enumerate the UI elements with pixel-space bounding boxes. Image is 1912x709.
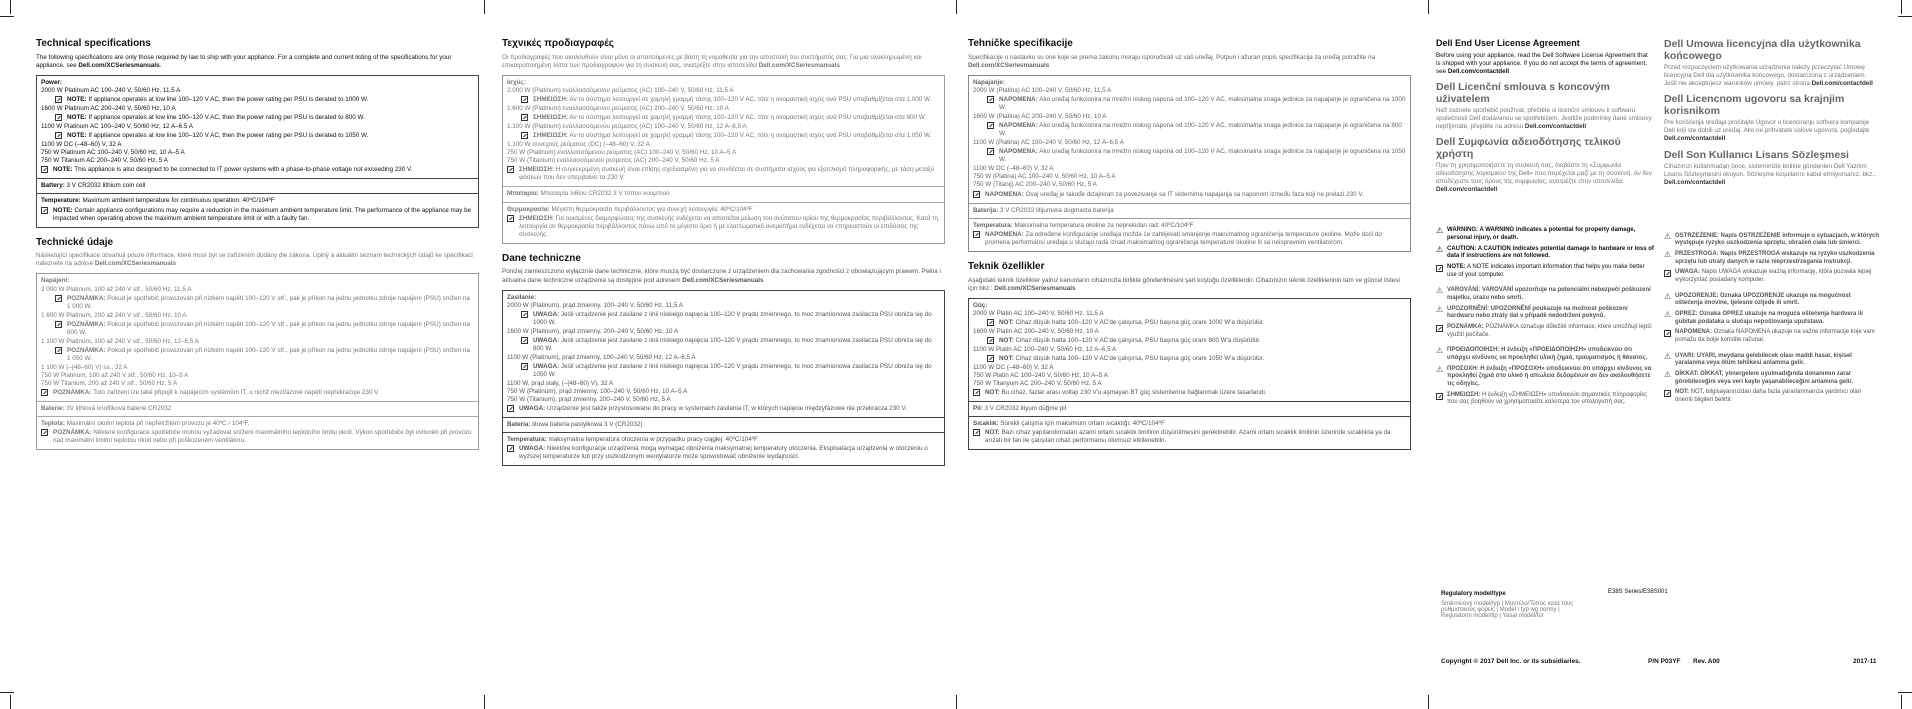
note: UWAGA: Jeśli urządzenie jest zasilane z linii niskiego napięcia 100–120 V prądu zmiennego, to moc znamionowa zasilacza PSU obniża się do 800 W.: [507, 337, 940, 353]
copyright: Copyright © 2017 Dell Inc. or its subsidiaries.: [1441, 658, 1581, 665]
eula-paragraph: Przed rozpoczęciem użytkowania urządzenia należy przeczytać Umowę licencyjną Dell dla użytkownika końcowego, dostarczoną z urządzeniem. Jeśli nie akceptujesz warunków umowy, patrz strona Dell.com/contactdell: [1664, 64, 1873, 88]
column-eula-2: [1664, 38, 1880, 598]
note-item: UWAGA: Napis UWAGA wskazuje ważną informację, która pozwala lepiej wykorzystać posiadany komputer.: [1664, 269, 1880, 284]
power-spec-row: 2000 W Platinum AC 100–240 V, 50/60 Hz, 11.5 A: [41, 86, 181, 94]
power-block: [969, 299, 1410, 403]
note-icon: [973, 389, 980, 396]
fold-mark: [484, 0, 485, 14]
fold-mark: [956, 695, 957, 709]
note-item: NOT: NOT, bilgisayarınızdan daha fazla yararlanmanıza yardımcı olan önemli bilgileri belirtir.: [1664, 389, 1880, 404]
warning-item: ⚠ UYARI: UYARI, meydana gelebilecek olası maddi hasar, kişisel yaralanma veya ölüm tehlikesi anlamına gelir.: [1664, 351, 1852, 367]
warning-icon: ⚠: [1664, 310, 1672, 320]
note-item: ΣΗΜΕΙΩΣΗ: Η ένδειξη «ΣΗΜΕΙΩΣΗ» υποδεικνύει σημαντικές πληροφορίες που σας βοηθούν να χρησιμοποιείτε καλύτερα τον υπολογιστή σας.: [1436, 392, 1654, 407]
manuals-link[interactable]: Dell.com/XCSeriesmanuals: [994, 284, 1076, 292]
crop-mark: [1898, 16, 1912, 17]
warning-item: ⚠ VAROVÁNÍ: VAROVÁNÍ upozorňuje na potenciální nebezpečí poškození majetku, úrazu nebo smrti.: [1436, 286, 1651, 301]
note-icon: [55, 96, 62, 103]
power-spec-row: 1 100 W Platinum, 100 až 240 V stř., 50/60 Hz, 12–6,5 A: [41, 337, 199, 345]
temperature-block: Teplota: Maximální okolní teplota při nepřetržitém provozu je 40ºC / 104ºF. POZNÁMKA: Některé konfigurace spotřebiče mohou vyžadovat snížení maximálního teplotního limitu okolí. Výkon spotřebiče být ovlivněn při provozu nad maximální limitní teplotou okolí nebo při poškozeném ventilátoru.: [37, 417, 478, 449]
manuals-link[interactable]: Dell.com/XCSeriesmanuals: [968, 61, 1050, 69]
power-spec-row: 1100 W (Platinum), prąd zmienny, 100–240 V, 50/60 Hz, 12 A–6,5 A: [507, 353, 696, 361]
spec-table: [968, 298, 1411, 451]
note-icon: [521, 337, 528, 344]
note-icon: [973, 429, 980, 436]
power-label: Zasilanie:: [507, 293, 537, 301]
warning-icon: ⚠: [1664, 291, 1672, 301]
spec-table: [968, 75, 1411, 252]
note: NOT: Bazı cihaz yapılandırmaları azami ortam sıcaklık limitinin düşürülmesini gerektirebilir. Azami ortam sıcaklık limitinin üzerinde sıcaklıkta ya da arızalı bir fan ile çalışılan cihaz performansı olumsuz etkilenebilir.: [973, 429, 1406, 445]
note: NOT: Cihaz düşük hatta 100–120 V AC'de çalışırsa, PSU başına güç oranı 1050 W'a düşürülür.: [973, 355, 1406, 363]
note: NAPOMENA: Ako uređaj funkcionira na mrežni niskog napona od 100–120 V AC, maksimalna snaga jedinice za napajanje je ograničena na 1050 W.: [973, 148, 1406, 164]
section-title: Teknik özellikler: [968, 260, 1045, 272]
warning-icon: ⚠: [1436, 286, 1444, 296]
section-intro: Οι προδιαγραφές που ακολουθούν είναι μόνο οι απαιτούμενες με βάση τη νομοθεσία για την αποστολή του συστήματός σας. Για μια ολοκληρωμένη και επικαιροποιημένη λίστα των προδιαγραφών για τη συσκευή σας, ανατρέξτε στην ιστοσελίδα Dell.com/XCSeriesmanuals: [502, 53, 922, 69]
fold-mark: [1428, 695, 1429, 709]
column-croatian-turkish: [968, 38, 1411, 678]
spec-table: [502, 75, 945, 244]
note: NOTE: This appliance is also designed to be connected to IT power systems with a phase-to-phase voltage not exceeding 230 V.: [41, 166, 474, 174]
contact-link[interactable]: Dell.com/contactdell: [1664, 178, 1726, 186]
section-title: Technické údaje: [36, 236, 114, 248]
power-spec-row: 750 W (Platinum), prąd zmienny, 100–240 V, 50/60 Hz, 10 A–5 A: [507, 388, 688, 396]
contact-link[interactable]: Dell.com/contactdell: [1447, 67, 1510, 75]
warning-item: ⚠ UPOZORENJE: Oznaka UPOZORENJE ukazuje na mogućnost oštećenja imovine, tjelesne ozljede ili smrti.: [1664, 291, 1851, 307]
eula-paragraph: Než začnete spotřebič používat, přečtěte si licenční smlouvu k softwaru společnosti Dell dodávanou se spotřebičem. Jestliže podmínky dané smlouvy nepřijímáte, přejděte na adresu Dell.com/contactdell: [1436, 106, 1652, 130]
note-icon: [55, 132, 62, 139]
note-icon: [507, 405, 514, 412]
note: ΣΗΜΕΙΩΣΗ: Η συγκεκριμένη συσκευή είναι επίσης σχεδιασμένη για να συνδέεται σε συστήματα ισχύος για εξοπλισμό πληροφορικής, με τάση μεταξύ φάσεων που δεν υπερβαίνει τα 230 V.: [507, 166, 940, 182]
note-icon: [987, 319, 994, 326]
power-spec-row: 1 100 W (–(48–60) V) ss., 32 A: [41, 363, 128, 371]
section-title: Τεχνικές προδιαγραφές: [502, 38, 614, 49]
fold-mark: [484, 695, 485, 709]
power-spec-row: 1.100 W συνεχούς ρεύματος (DC) (–48–60) V, 32 A: [507, 141, 650, 149]
warning-icon: ⚠: [1436, 244, 1444, 254]
note-icon: [1664, 270, 1671, 277]
spec-section: [968, 261, 1411, 451]
crop-mark: [0, 692, 14, 693]
spec-section: [36, 237, 479, 451]
warning-icon: ⚠: [1436, 346, 1444, 356]
part-number: P/N P03YF: [1648, 658, 1681, 665]
power-spec-row: 1600 W (Platinum), prąd zmienny, 200–240 V, 50/60 Hz, 10 A: [507, 327, 679, 335]
power-spec-row: 750 W (Titanium) εναλλασσόμενου ρεύματος (AC) 200–240 V, 50/60 Hz, 5 A: [507, 157, 720, 165]
note-icon: [55, 321, 62, 328]
power-block: [503, 76, 944, 188]
note: NOT: Cihaz düşük hatta 100–120 V AC'de çalışırsa, PSU başına güç oranı 1000 W'a düşürülür.: [973, 319, 1406, 327]
power-label: Napajanje:: [973, 78, 1005, 86]
note: NOTE: If appliance operates at low line 100–120 V AC, then the power rating per PSU is derated to 1000 W.: [41, 96, 474, 104]
note-icon: [41, 389, 48, 396]
power-label: Güç:: [973, 301, 988, 309]
power-label: Power:: [41, 78, 62, 86]
note: NOT: Bu cihaz, fazlar arası voltajı 230 V'u aşmayan BT güç sistemlerine bağlanmak üzere tasarlandı.: [973, 389, 1406, 397]
spec-section: [502, 38, 945, 244]
note-icon: [973, 191, 980, 198]
regulatory-title: Regulatory model/type: [1441, 591, 1506, 597]
power-spec-row: 1600 W (Platina) AC 200–240 V, 50/60 Hz, 10 A: [973, 113, 1107, 121]
note: NAPOMENA: Ako uređaj funkcionira na mrežni niskog napona od 100–120 V AC, maksimalna snaga jedinice za napajanje je ograničena na 1000 W.: [973, 96, 1406, 112]
note-icon: [987, 148, 994, 155]
warning-item: ⚠ OSTRZEŻENIE: Napis OSTRZEŻENIE informuje o sytuacjach, w których występuje ryzyko uszkodzenia sprzętu, obrażeń ciała lub śmierci.: [1664, 231, 1880, 247]
note-icon: [507, 215, 514, 222]
power-block: [969, 76, 1410, 204]
crop-mark: [1901, 695, 1902, 709]
note: ΣΗΜΕΙΩΣΗ: Για ορισμένες διαμορφώσεις της συσκευής ενδέχεται να απαιτείται μείωση του ανώτατου ορίου της θερμοκρασίας περιβάλλοντος. Κατά τη λειτουργία σε θερμοκρασία περιβάλλοντος πάνω από το μέγιστο όριο ή με ελαττωματικό ανεμιστήρα ενδέχεται να επηρεαστούν οι επιδόσεις της συσκευής.: [507, 215, 940, 239]
warning-item: ⚠ WARNING: A WARNING indicates a potential for property damage, personal injury, or death.: [1436, 226, 1636, 241]
spec-section: [36, 38, 479, 228]
temperature-block: Θερμοκρασία: Μέγιστη θερμοκρασία περιβάλλοντος για συνεχή λειτουργία: 40ºC/104ºF ΣΗΜΕΙΩΣΗ: Για ορισμένες διαμορφώσεις της συσκευής ενδέχεται να απαιτείται μείωση του ανώτατου ορίου της θερμοκρασίας περιβάλλοντος. Κατά τη λειτουργία σε θερμοκρασία περιβάλλοντος πάνω από το μέγιστο όριο ή με ελαττωματικό ανεμιστήρα ενδέχεται να επηρεαστούν οι επιδόσεις της συσκευής.: [507, 205, 939, 238]
note-icon: [41, 429, 48, 436]
regulatory-translations: Směrnicový model/typ | Μοντέλο/Τύπος κατά τους ρυθμιστικούς φορείς | Model i typ wg normy | Regulatorni model/tip | Yasal model/tür: [1441, 601, 1574, 619]
temperature-block: Temperatura: maksymalna temperatura otoczenia w przypadku pracy ciągłej: 40ºC/104ºF UWAGA: Niektóre konfiguracje urządzenia mogą wymagać obniżenia maksymalnej temperatury otoczenia. Eksploatacja urządzenia w otoczeniu o wyższej temperaturze lub przy uszkodzonym wentylatorze może spowodować obniżenie wydajności.: [503, 433, 944, 465]
warning-group: [1664, 233, 1880, 285]
note-icon: [507, 445, 514, 452]
regulatory-block: [1441, 591, 1591, 619]
note-item: POZNÁMKA: POZNÁMKA označuje důležité informace, které umožňují lepší využití počítače.: [1436, 324, 1654, 339]
note: POZNÁMKA: Pokud je spotřebič provozován při nízkém napětí 100–120 V stř., pak je příkon na jednu jednotku zdroje napájení (PSU) snížen na 1 050 W.: [41, 347, 474, 363]
note-icon: [507, 166, 514, 173]
power-spec-row: 2.000 W (Platinum) εναλλασσόμενου ρεύματος (AC) 100–240 V, 50/60 Hz, 11,5 A: [507, 86, 734, 94]
note: NOTE: If appliance operates at low line 100–120 V AC, then the power rating per PSU is derated to 800 W.: [41, 114, 474, 122]
crop-mark: [10, 0, 11, 14]
power-spec-row: 750 W Titanium, 200 až 240 V stř., 50/60 Hz, 5 A: [41, 380, 178, 388]
power-spec-row: 1.100 W (Platinum) εναλλασσόμενου ρεύματος (AC) 100–240 V, 50/60 Hz, 12 A–6,5 A: [507, 123, 747, 131]
note: POZNÁMKA: Pokud je spotřebič provozován při nízkém napětí 100–120 V stř., pak je příkon na jednu jednotku zdroje napájení (PSU) snížen na 800 W.: [41, 321, 474, 337]
power-spec-row: 2000 W (Platinum), prąd zmienny, 100–240 V, 50/60 Hz, 11,5 A: [507, 301, 683, 309]
warning-icon: ⚠: [1664, 231, 1672, 241]
note-icon: [987, 355, 994, 362]
column-english-czech: [36, 38, 479, 678]
power-spec-row: 1100 W Platinum AC 100–240 V, 50/60 Hz, 12 A–6.5 A: [41, 123, 193, 131]
note-icon: [973, 231, 980, 238]
contact-link[interactable]: Dell.com/contactdell: [1664, 135, 1726, 143]
warning-group: [1664, 293, 1880, 345]
power-spec-row: 2000 W (Platina) AC 100–240 V, 50/60 Hz, 11,5 A: [973, 86, 1112, 94]
warning-item: ⚠ ΠΡΟΣΟΧΗ: Η ένδειξη «ΠΡΟΣΟΧΗ» υποδεικνύει ότι υπάρχει κίνδυνος να προκληθεί ζημιά στο υλικό ή απώλεια δεδομένων αν δεν ακολουθήσετε τις οδηγίες.: [1436, 364, 1652, 387]
power-label: Napájení:: [41, 277, 70, 285]
note-icon: [987, 122, 994, 129]
column-eula-1: [1436, 38, 1654, 678]
battery-block: Pil: 3 V CR2032 lityum düğme pil: [969, 402, 1410, 417]
crop-mark: [0, 16, 14, 17]
warning-icon: ⚠: [1436, 304, 1444, 314]
spec-table: [502, 290, 945, 467]
power-spec-row: 750 W Platin AC 100–240 V, 50/60 Hz, 10 A–5 A: [973, 372, 1108, 379]
note: ΣΗΜΕΙΩΣΗ: Αν το σύστημα λειτουργεί σε χαμηλή γραμμή τάσης 100–120 V AC, τότε η ονομαστική ισχύς ανά PSU υποβαθμίζεται στα 1.050 W.: [507, 132, 940, 140]
note-icon: [1664, 390, 1671, 397]
note-icon: [521, 114, 528, 121]
note-item: NAPOMENA: Oznaka NAPOMENA ukazuje na važne informacije koje vam pomažu da bolje koristite računar.: [1664, 329, 1880, 344]
warning-icon: ⚠: [1664, 351, 1672, 361]
note: NAPOMENA: Ako uređaj funkcionira na mrežni niskog napona od 100–120 V AC, maksimalna snaga jedinice za napajanje je ograničena na 800 W.: [973, 122, 1406, 138]
eula-heading: Dell Son Kullanıcı Lisans Sözleşmesi: [1664, 148, 1849, 161]
eula-heading: Dell Licenční smlouva s koncovým uživatelem: [1436, 80, 1610, 105]
section-title: Dane techniczne: [502, 252, 581, 264]
warning-item: ⚠ UPOZORNĚNÍ: UPOZORNĚNÍ poukazuje na možnost poškození hardwaru nebo ztráty dat v případě nedodržení pokynů.: [1436, 304, 1628, 320]
note: UWAGA: Jeśli urządzenie jest zasilane z linii niskiego napięcia 100–120 V prądu zmiennego, to moc znamionowa zasilacza PSU obniża się do 1050 W.: [507, 363, 940, 379]
note: NAPOMENA: Ovaj uređaj je takođe dizajniran za povezivanje sa IT sistemima napajanja sa naponom između faza koji ne prelazi 230 V.: [973, 191, 1406, 199]
battery-block: Battery: 3 V CR2032 lithium coin cell: [37, 179, 478, 194]
column-greek-polish: [502, 38, 945, 678]
power-spec-row: 750 W Platinum, 100 až 240 V stř., 50/60 Hz, 10–5 A: [41, 372, 189, 379]
eula-paragraph: Πριν τη χρησιμοποιήσετε τη συσκευή σας, διαβάστε τη «Συμφωνία αδειοδότησης λογισμικού της Dell» που παρέχεται μαζί με τη συσκευή. Αν δεν αποδέχεστε τους όρους της συμφωνίας, ανατρέξτε στην ιστοσελίδα Dell.com/contactdell: [1436, 162, 1652, 194]
power-spec-row: 750 W (Titanij) AC 200–240 V, 50/60 Hz, 5 A: [973, 181, 1097, 189]
warning-group: [1664, 353, 1880, 405]
section-title: Technical specifications: [36, 38, 151, 49]
power-spec-row: 1.600 W (Platinum) εναλλασσόμενου ρεύματος (AC) 200–240 V, 50/60 Hz, 10 A: [507, 105, 729, 113]
power-spec-row: 1100 W DC (–48–60) V, 32 A: [973, 363, 1054, 371]
battery-block: Baterija: 3 V CR2032 litijumska dugmasta baterija: [969, 204, 1410, 219]
section-intro: The following specifications are only those required by law to ship with your appliance. For a complete and current listing of the specifications for your appliance, see Dell.com/XCSeriesmanuals.: [36, 53, 452, 69]
note: UWAGA: Urządzenie jest także przystosowane do pracy w systemach zasilania IT, w których napięcie międzyfazowe nie przekracza 230 V.: [507, 405, 940, 413]
temperature-block: Temperatura: Maksimalna temperatura okoline za neprekidan rad: 40ºC/104ºF NAPOMENA: Za određene konfiguracije uređaja možda će zahtijevati smanjenje maksimalnog ograničenja temperature okoline. Može doći do promena performansi uređaja u slučaju rada iznad maksimalnog ograničenja temperature okoline ili sa neispravnim ventilatorom.: [969, 219, 1410, 251]
power-spec-row: 1 600 W Platinum, 200 až 240 V stř., 50/60 Hz, 10 A: [41, 311, 187, 319]
crop-mark: [1901, 0, 1902, 14]
eula-paragraph: Cihazınızı kullanmadan önce, sisteminizle birlikte gönderilen Dell Yazılım Lisans Sözleşmesini okuyun. Sözleşme koşullarını kabul etmiyorsanız, bkz.: Dell.com/contactdell: [1664, 162, 1876, 186]
spec-section: [968, 38, 1411, 252]
note-icon: [55, 347, 62, 354]
battery-block: Bateria: litowa bateria pastylkowa 3 V (CR2032): [503, 418, 944, 433]
regulatory-value: E38S Series/E38S001: [1608, 589, 1668, 595]
note-icon: [987, 337, 994, 344]
note: UWAGA: Niektóre konfiguracje urządzenia mogą wymagać obniżenia maksymalnej temperatury otoczenia. Eksploatacja urządzenia w otoczeniu o wyższej temperaturze lub przy uszkodzonym wentylatorze może spowodować obniżenie wydajności.: [507, 445, 940, 461]
note-icon: [1436, 325, 1443, 332]
warning-item: ⚠ OPREZ: Oznaka OPREZ ukazuje na moguća oštećenja hardvera ili gubitak podataka u slučaju nepoštovanja uputstava.: [1664, 310, 1864, 325]
eula-title: Dell End User License Agreement: [1436, 38, 1580, 48]
note-icon: [521, 132, 528, 139]
note: NOTE: If appliance operates at low line 100–120 V AC, then the power rating per PSU is derated to 1050 W.: [41, 132, 474, 140]
eula-paragraph: Before using your appliance, read the Dell Software License Agreement that is shipped with your appliance. If you do not accept the terms of agreement, see Dell.com/contactdell: [1436, 51, 1648, 75]
power-spec-row: 1100 W DC (–48–60) V, 32 A: [41, 141, 122, 149]
power-spec-row: 750 W (Platina) AC 100–240 V, 50/60 Hz, 10 A–5 A: [973, 173, 1116, 181]
power-spec-row: 750 W Platinum AC 100–240 V, 50/60 Hz, 10 A–5 A: [41, 149, 185, 157]
note-icon: [521, 311, 528, 318]
power-spec-row: 1100 W Platin AC 100–240 V, 50/60 Hz, 12 A–6,5 A: [973, 345, 1117, 353]
power-spec-row: 1100 W, prąd stały, (–(48–60) V), 32 A: [507, 380, 614, 388]
eula-heading: Dell Licencnom ugovoru sa krajnjim korisnikom: [1664, 93, 1845, 118]
power-spec-row: 1600 W Platinum AC 200–240 V, 50/60 Hz, 10 A: [41, 105, 176, 113]
power-spec-row: 2 000 W Platinum, 100 až 240 V stř., 50/60 Hz, 11,5 A: [41, 285, 192, 293]
warning-icon: ⚠: [1436, 364, 1444, 374]
note-icon: [41, 166, 48, 173]
spec-table: [36, 75, 479, 228]
contact-link[interactable]: Dell.com/contactdell: [1436, 186, 1498, 194]
revision: Rev. A00: [1693, 658, 1720, 665]
warning-group: [1436, 347, 1654, 407]
section-intro: Poniżej zamieszczono wyłącznie dane techniczne, które muszą być dostarczone z urządzeniem dla zachowania zgodności z obowiązującym prawem. Pełna i aktualna dane techniczne urządzenia są dostępne pod adresem Dell.com/XCSeriesmanuals: [502, 268, 941, 284]
warning-icon: ⚠: [1436, 226, 1444, 236]
manuals-link[interactable]: Dell.com/XCSeriesmanuals: [78, 61, 160, 69]
section-intro: Následující specifikace obsahují pouze informace, které musí být se zařízením dodány dle zákona. Úplný a aktuální seznam technických údajů ke specifikaci naleznete na adrese Dell.com/XCSeriesmanuals: [36, 252, 473, 268]
battery-block: Μπαταρία: Μπαταρία λιθίου CR2032 3 V τύπου κουμπιού: [503, 187, 944, 202]
eula-heading: Dell Umowa licencyjna dla użytkownika końcowego: [1664, 38, 1861, 63]
temperature-block: Sıcaklık: Sürekli çalışma için maksimum ortam sıcaklığı: 40ºC/104ºF NOT: Bazı cihaz yapılandırmaları azami ortam sıcaklık limitinin düşürülmesini gerektirebilir. Azami ortam sıcaklık limitinin üzerinde sıcaklıkta ya da arızalı bir fan ile çalışılan cihaz performansı olumsuz etkilenebilir.: [969, 417, 1410, 449]
fold-mark: [956, 0, 957, 14]
contact-link[interactable]: Dell.com/contactdell: [1811, 80, 1873, 88]
note-icon: [1664, 330, 1671, 337]
warning-group: [1436, 287, 1654, 339]
note: POZNÁMKA: Pokud je spotřebič provozován při nízkém napětí 100–120 V stř., pak je příkon na jednu jednotku zdroje napájení (PSU) snížen na 1 000 W.: [41, 295, 474, 311]
note-icon: [987, 96, 994, 103]
note: ΣΗΜΕΙΩΣΗ: Αν το σύστημα λειτουργεί σε χαμηλή γραμμή τάσης 100–120 V AC, τότε η ονομαστική ισχύς ανά PSU υποβαθμίζεται στα 1.000 W.: [507, 96, 940, 104]
note: ΣΗΜΕΙΩΣΗ: Αν το σύστημα λειτουργεί σε χαμηλή γραμμή τάσης 100–120 V AC, τότε η ονομαστική ισχύς ανά PSU υποβαθμίζεται στα 800 W.: [507, 114, 940, 122]
temperature-block: Temperature: Maximum ambient temperature for continuous operation: 40ºC/104ºF NOTE: Certain appliance configurations may require a reduction in the maximum ambient temperature limit. The performance of the appliance may be impacted when operating above the maximum ambient temperature limit or with a faulty fan.: [37, 194, 478, 226]
warning-item: ⚠ ΠΡΟΕΙΔΟΠΟΙΗΣΗ: Η ένδειξη «ΠΡΟΕΙΔΟΠΟΙΗΣΗ» υποδεικνύει ότι υπάρχει κίνδυνος να προκληθεί υλική ζημιά, τραυματισμός ή θάνατος.: [1436, 346, 1648, 361]
section-title: Tehničke specifikacije: [968, 38, 1073, 49]
eula-heading: Dell Συμφωνία αδειοδότησης τελικού χρήστη: [1436, 135, 1621, 160]
power-spec-row: 750 W (Platinum) εναλλασσόμενου ρεύματος (AC) 100–240 V, 50/60 Hz, 10 A–5 A: [507, 149, 737, 157]
manuals-link[interactable]: Dell.com/XCSeriesmanuals: [682, 276, 764, 284]
spec-table: [36, 273, 479, 450]
warning-group: [1436, 227, 1654, 279]
power-spec-row: 1100 W (Platina) AC 100–240 V, 50/60 Hz, 12 A–6,5 A: [973, 139, 1124, 147]
power-spec-row: 750 W Titanyum AC 200–240 V, 50/60 Hz, 5 A: [973, 380, 1102, 388]
crop-mark: [1898, 692, 1912, 693]
note: NOT: Cihaz düşük hatta 100–120 V AC'de çalışırsa, PSU başına güç oranı 800 W'a düşürülür.: [973, 337, 1406, 345]
fold-mark: [1428, 0, 1429, 14]
eula-paragraph: Pre korišćenja uređaja pročitajte Ugovor o licenciranju softvera kompanije Dell koji ste dobili uz uređaj. Ako ne prihvatate uslove ugovora, pogledajte Dell.com/contactdell: [1664, 119, 1870, 143]
date: 2017-11: [1853, 658, 1877, 665]
warning-item: ⚠ CAUTION: A CAUTION indicates potential damage to hardware or loss of data if instructions are not followed.: [1436, 244, 1654, 260]
warning-icon: ⚠: [1664, 370, 1672, 380]
power-block: [37, 274, 478, 402]
note-icon: [1436, 393, 1443, 400]
warning-icon: ⚠: [1664, 250, 1672, 260]
power-spec-row: 750 W Titanium AC 200–240 V, 50/60 Hz, 5 A: [41, 157, 168, 165]
note: NOTE: Certain appliance configurations may require a reduction in the maximum ambient temperature limit. The performance of the appliance may be impacted when operating above the maximum ambient temperature limit or with a faulty fan.: [41, 207, 474, 223]
power-label: Ισχύς:: [507, 78, 526, 86]
note-icon: [521, 96, 528, 103]
contact-link[interactable]: Dell.com/contactdell: [1524, 122, 1587, 130]
spec-section: [502, 253, 945, 467]
power-spec-row: 1600 W Platin AC 200–240 V, 50/60 Hz, 10 A: [973, 327, 1099, 335]
power-block: [37, 76, 478, 180]
note-icon: [1436, 265, 1443, 272]
section-intro: Specifikacije u nastavku su one koje se prema zakonu moraju isporučivati uz vaš uređaj. Potpun i ažuran popis specifikacija za uređaj potražite na Dell.com/XCSeriesmanuals: [968, 53, 1376, 69]
note: UWAGA: Jeśli urządzenie jest zasilane z linii niskiego napięcia 100–120 V prądu zmiennego, to moc znamionowa zasilacza PSU obniża się do 1000 W.: [507, 311, 940, 327]
note-icon: [521, 363, 528, 370]
power-spec-row: 750 W (Titanium), prąd zmienny, 200–240 V, 50/60 Hz, 5 A: [507, 396, 671, 404]
note: POZNÁMKA: Toto zařízení lze také připojit k napájecím systémům IT, u nichž mezifázové napětí nepřekračuje 230 V.: [41, 389, 474, 397]
warning-item: ⚠ DİKKAT: DİKKAT, yönergelere uyulmadığında donanımın zarar görebileceğini veya veri kaybı yaşanabileceğini anlamına gelir.: [1664, 370, 1854, 385]
crop-mark: [10, 695, 11, 709]
manuals-link[interactable]: Dell.com/XCSeriesmanuals: [758, 61, 840, 69]
note-icon: [55, 114, 62, 121]
power-block: [503, 291, 944, 419]
note-icon: [55, 295, 62, 302]
manuals-link[interactable]: Dell.com/XCSeriesmanuals: [94, 260, 177, 268]
battery-block: Baterie: 3V lithiová knoflíková baterie CR2032: [37, 402, 478, 417]
note-item: NOTE: A NOTE indicates important information that helps you make better use of your computer.: [1436, 264, 1654, 279]
note: POZNÁMKA: Některé konfigurace spotřebiče mohou vyžadovat snížení maximálního teplotního limitu okolí. Výkon spotřebiče být ovlivněn při provozu nad maximální limitní teplotou okolí nebo při poškozeném ventilátoru.: [41, 429, 474, 445]
warning-item: ⚠ PRZESTROGA: Napis PRZESTROGA wskazuje na ryzyko uszkodzenia sprzętu lub utraty danych w razie nieprzestrzegania instrukcji.: [1664, 250, 1875, 265]
power-spec-row: 1100 W DC (–48–60) V, 32 A: [973, 165, 1054, 173]
note-icon: [41, 207, 48, 214]
section-intro: Aşağıdaki teknik özellikler yalnız kanunların cihazınızla birlikte gönderilmesini şart koştuğu özelliklerdir. Cihazınızın teknik özelliklerinin tam ve güncel listesi için bkz.: Dell.com/XCSeriesmanuals: [968, 276, 1400, 292]
power-spec-row: 2000 W Platin AC 100–240 V, 50/60 Hz, 11,5 A: [973, 309, 1104, 317]
note: NAPOMENA: Za određene konfiguracije uređaja možda će zahtijevati smanjenje maksimalnog ograničenja temperature okoline. Može doći do promena performansi uređaja u slučaju rada iznad maksimalnog ograničenja temperature okoline ili sa neispravnim ventilatorom.: [973, 231, 1406, 247]
